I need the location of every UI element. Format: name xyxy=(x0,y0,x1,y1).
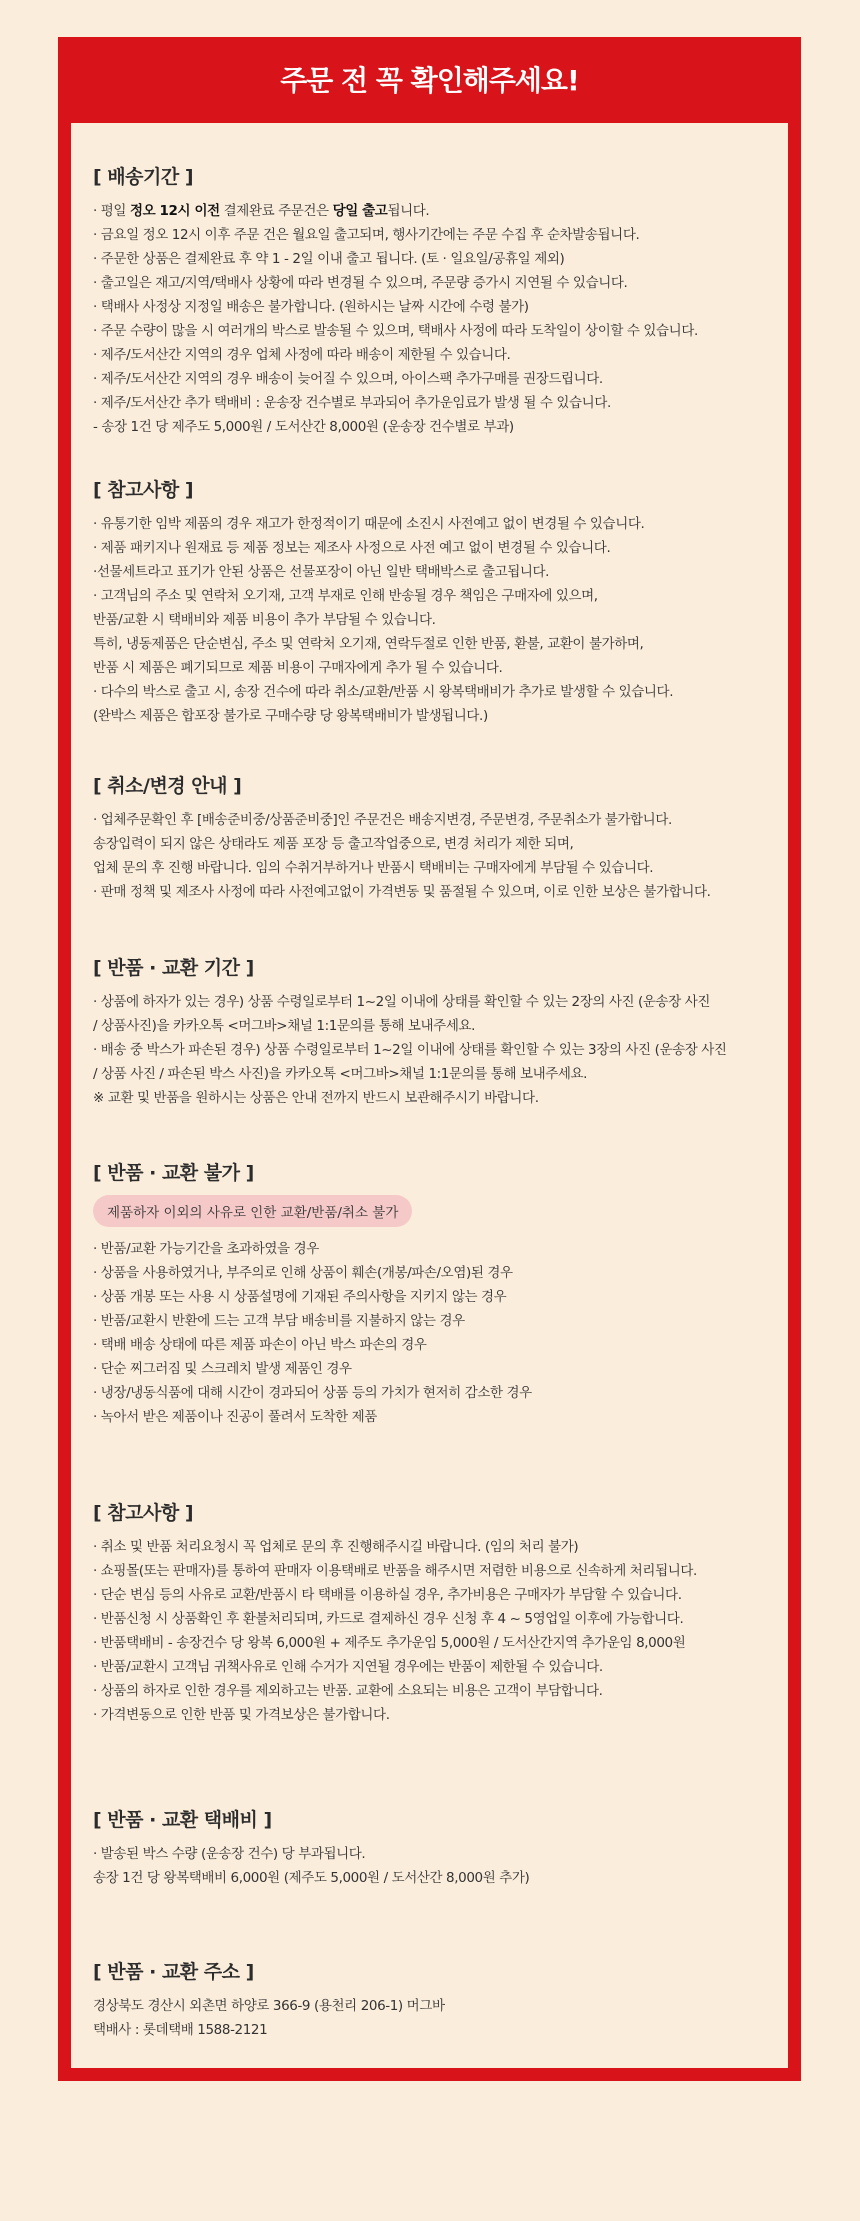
list-item: (완박스 제품은 합포장 불가로 구매수량 당 왕복택배비가 발생됩니다.) xyxy=(93,708,488,724)
section-lines xyxy=(93,1842,783,1890)
list-item: ·선물세트라고 표기가 안된 상품은 선물포장이 아닌 일반 택배박스로 출고됩니다. xyxy=(93,564,550,580)
list-item: 반품 시 제품은 폐기되므로 제품 비용이 구매자에게 추가 될 수 있습니다. xyxy=(93,660,503,676)
list-item: · 반품택배비 - 송장건수 당 왕복 6,000원 + 제주도 추가운임 5,000원 / 도서산간지역 추가운임 8,000원 xyxy=(93,1635,686,1651)
section-lines xyxy=(93,1237,783,1429)
section-lines xyxy=(93,990,783,1110)
list-item: 반품/교환 시 택배비와 제품 비용이 추가 부담될 수 있습니다. xyxy=(93,612,436,628)
list-item: · 쇼핑몰(또는 판매자)를 통하여 판매자 이용택배로 반품을 해주시면 저렴한 비용으로 신속하게 처리됩니다. xyxy=(93,1563,697,1579)
section-notes-1 xyxy=(93,475,783,728)
list-item: · 택배 배송 상태에 따른 제품 파손이 아닌 박스 파손의 경우 xyxy=(93,1337,427,1353)
list-item: · 취소 및 반품 처리요청시 꼭 업체로 문의 후 진행해주시길 바랍니다. (임의 처리 불가) xyxy=(93,1539,579,1555)
list-item: · 업체주문확인 후 [배송준비중/상품준비중]인 주문건은 배송지변경, 주문변경, 주문취소가 불가합니다. xyxy=(93,812,672,828)
list-item: - 송장 1건 당 제주도 5,000원 / 도서산간 8,000원 (운송장 건수별로 부과) xyxy=(93,419,514,435)
list-item: · 녹아서 받은 제품이나 진공이 풀려서 도착한 제품 xyxy=(93,1409,377,1425)
list-item: · 택배사 사정상 지정일 배송은 불가합니다. (원하시는 날짜 시간에 수령 불가) xyxy=(93,299,529,315)
list-item: 업체 문의 후 진행 바랍니다. 임의 수취거부하거나 반품시 택배비는 구매자에게 부담될 수 있습니다. xyxy=(93,860,654,876)
list-item: · 제주/도서산간 지역의 경우 업체 사정에 따라 배송이 제한될 수 있습니다. xyxy=(93,347,511,363)
section-title: [ 반품 · 교환 주소 ] xyxy=(93,1961,254,1983)
section-lines xyxy=(93,512,783,728)
section-cancel xyxy=(93,771,783,904)
list-item: · 판매 정책 및 제조사 사정에 따라 사전예고없이 가격변동 및 품절될 수 있으며, 이로 인한 보상은 불가합니다. xyxy=(93,884,711,900)
list-item: · 다수의 박스로 출고 시, 송장 건수에 따라 취소/교환/반품 시 왕복택배비가 추가로 발생할 수 있습니다. xyxy=(93,684,674,700)
notice-header xyxy=(58,37,801,121)
section-title: [ 참고사항 ] xyxy=(93,1502,194,1524)
notice-badge: 제품하자 이외의 사유로 인한 교환/반품/취소 불가 xyxy=(93,1195,412,1227)
section-shipping xyxy=(93,162,783,439)
section-title: [ 반품 · 교환 택배비 ] xyxy=(93,1809,272,1831)
section-lines xyxy=(93,199,783,439)
list-item: · 금요일 정오 12시 이후 주문 건은 월요일 출고되며, 행사기간에는 주문 수집 후 순차발송됩니다. xyxy=(93,227,640,243)
list-item: · 단순 변심 등의 사유로 교환/반품시 타 택배를 이용하실 경우, 추가비용은 구매자가 부담할 수 있습니다. xyxy=(93,1587,682,1603)
list-item: 특히, 냉동제품은 단순변심, 주소 및 연락처 오기재, 연락두절로 인한 반품, 환불, 교환이 불가하며, xyxy=(93,636,644,652)
section-lines xyxy=(93,808,783,904)
list-item: / 상품 사진 / 파손된 박스 사진)을 카카오톡 <머그바>채널 1:1문의를 통해 보내주세요. xyxy=(93,1066,588,1082)
section-title: [ 참고사항 ] xyxy=(93,479,194,501)
list-item: · 주문한 상품은 결제완료 후 약 1 - 2일 이내 출고 됩니다. (토 · 일요일/공휴일 제외) xyxy=(93,251,565,267)
section-title: [ 배송기간 ] xyxy=(93,166,194,188)
list-item: · 출고일은 재고/지역/택배사 상황에 따라 변경될 수 있으며, 주문량 증가시 지연될 수 있습니다. xyxy=(93,275,628,291)
list-item: · 고객님의 주소 및 연락처 오기재, 고객 부재로 인해 반송될 경우 책임은 구매자에 있으며, xyxy=(93,588,598,604)
section-lines xyxy=(93,1994,783,2042)
section-lines xyxy=(93,1535,783,1727)
list-item: · 상품을 사용하였거나, 부주의로 인해 상품이 훼손(개봉/파손/오염)된 경우 xyxy=(93,1265,513,1281)
list-item: · 평일 정오 12시 이전 결제완료 주문건은 당일 출고됩니다. xyxy=(93,203,430,219)
list-item: 송장 1건 당 왕복택배비 6,000원 (제주도 5,000원 / 도서산간 8,000원 추가) xyxy=(93,1870,530,1886)
list-item: · 상품 개봉 또는 사용 시 상품설명에 기재된 주의사항을 지키지 않는 경우 xyxy=(93,1289,507,1305)
section-return-fee xyxy=(93,1805,783,1890)
section-notes-2 xyxy=(93,1498,783,1727)
list-item: · 상품의 하자로 인한 경우를 제외하고는 반품. 교환에 소요되는 비용은 고객이 부담합니다. xyxy=(93,1683,603,1699)
list-item: · 상품에 하자가 있는 경우) 상품 수령일로부터 1~2일 이내에 상태를 확인할 수 있는 2장의 사진 (운송장 사진 xyxy=(93,994,711,1010)
list-item: · 유통기한 임박 제품의 경우 재고가 한정적이기 때문에 소진시 사전예고 없이 변경될 수 있습니다. xyxy=(93,516,645,532)
notice-content xyxy=(71,123,788,2068)
section-return-address xyxy=(93,1957,783,2042)
section-title: [ 취소/변경 안내 ] xyxy=(93,775,242,797)
list-item: · 제품 패키지나 원재료 등 제품 정보는 제조사 사정으로 사전 예고 없이 변경될 수 있습니다. xyxy=(93,540,611,556)
list-item: 송장입력이 되지 않은 상태라도 제품 포장 등 출고작업중으로, 변경 처리가 제한 되며, xyxy=(93,836,574,852)
list-item: · 냉장/냉동식품에 대해 시간이 경과되어 상품 등의 가치가 현저히 감소한 경우 xyxy=(93,1385,532,1401)
list-item: · 단순 찌그러짐 및 스크레치 발생 제품인 경우 xyxy=(93,1361,352,1377)
list-item: · 주문 수량이 많을 시 여러개의 박스로 발송될 수 있으며, 택배사 사정에 따라 도착일이 상이할 수 있습니다. xyxy=(93,323,698,339)
page-title: 주문 전 꼭 확인해주세요! xyxy=(280,64,579,97)
list-item: · 반품신청 시 상품확인 후 환불처리되며, 카드로 결제하신 경우 신청 후 4 ~ 5영업일 이후에 가능합니다. xyxy=(93,1611,684,1627)
list-item: ※ 교환 및 반품을 원하시는 상품은 안내 전까지 반드시 보관해주시기 바랍니다. xyxy=(93,1090,539,1106)
section-return-period xyxy=(93,953,783,1110)
address-line: 경상북도 경산시 외촌면 하양로 366-9 (용천리 206-1) 머그바 xyxy=(93,1998,445,2014)
courier-line: 택배사 : 롯데택배 1588-2121 xyxy=(93,2022,268,2038)
list-item: · 반품/교환시 반환에 드는 고객 부담 배송비를 지불하지 않는 경우 xyxy=(93,1313,465,1329)
list-item: · 발송된 박스 수량 (운송장 건수) 당 부과됩니다. xyxy=(93,1846,366,1862)
notice-frame xyxy=(58,37,801,2081)
list-item: · 제주/도서산간 추가 택배비 : 운송장 건수별로 부과되어 추가운임료가 발생 될 수 있습니다. xyxy=(93,395,611,411)
list-item: · 가격변동으로 인한 반품 및 가격보상은 불가합니다. xyxy=(93,1707,390,1723)
list-item: · 제주/도서산간 지역의 경우 배송이 늦어질 수 있으며, 아이스팩 추가구매를 권장드립니다. xyxy=(93,371,603,387)
section-title: [ 반품 · 교환 기간 ] xyxy=(93,957,254,979)
list-item: · 반품/교환시 고객님 귀책사유로 인해 수거가 지연될 경우에는 반품이 제한될 수 있습니다. xyxy=(93,1659,603,1675)
section-title: [ 반품 · 교환 불가 ] xyxy=(93,1162,254,1184)
list-item: · 배송 중 박스가 파손된 경우) 상품 수령일로부터 1~2일 이내에 상태를 확인할 수 있는 3장의 사진 (운송장 사진 xyxy=(93,1042,727,1058)
section-return-not-allowed xyxy=(93,1158,783,1429)
list-item: · 반품/교환 가능기간을 초과하였을 경우 xyxy=(93,1241,319,1257)
list-item: / 상품사진)을 카카오톡 <머그바>채널 1:1문의를 통해 보내주세요. xyxy=(93,1018,475,1034)
